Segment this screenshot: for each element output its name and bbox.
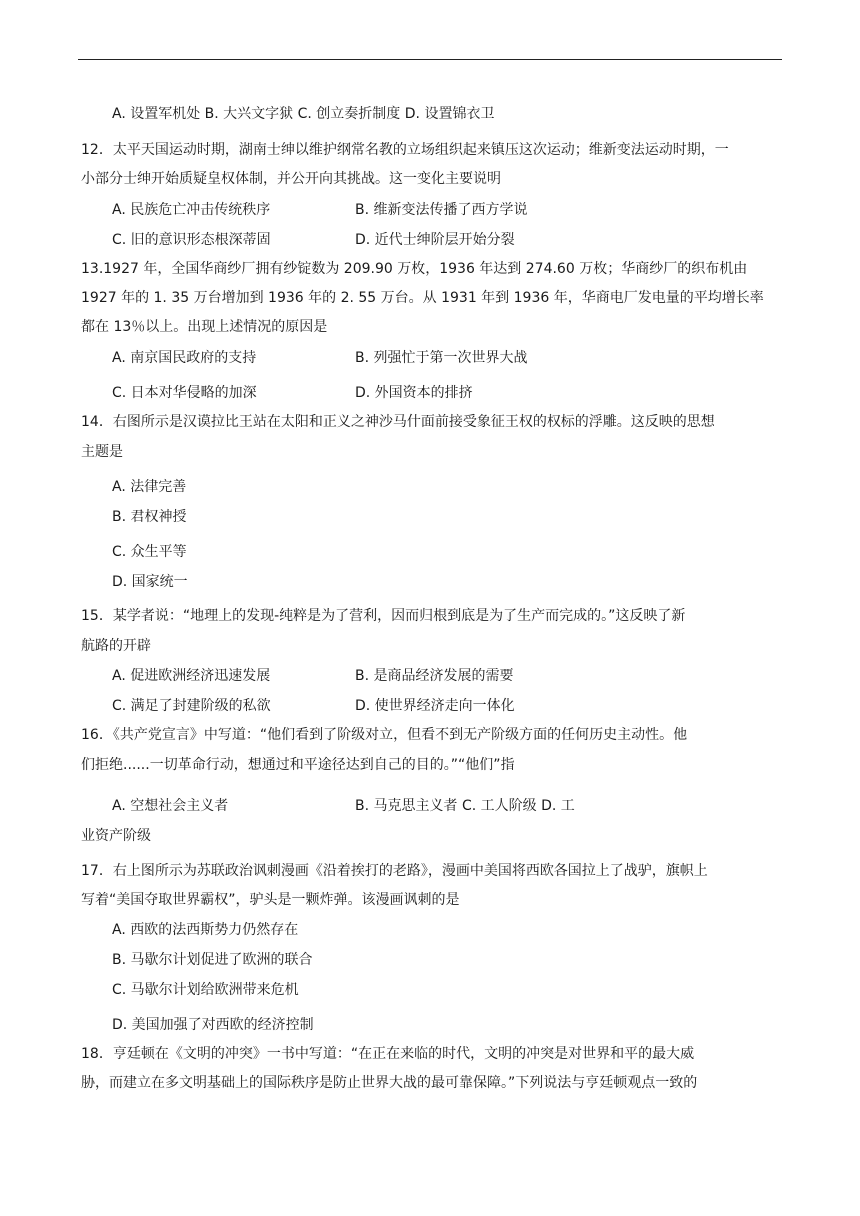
q15-option-d: D. 使世界经济走向一体化 <box>355 698 515 714</box>
q16-stem-line2: 们拒绝......一切革命行动，想通过和平途径达到自己的目的。”“他们”指 <box>81 757 515 773</box>
q18-stem-line2: 胁，而建立在多文明基础上的国际秩序是防止世界大战的最可靠保障。”下列说法与亨廷顿观点一致的 <box>81 1075 698 1091</box>
q15-option-c: C. 满足了封建阶级的私欲 <box>112 698 271 714</box>
q16-option-a: A. 空想社会主义者 <box>112 798 229 814</box>
q13-option-a: A. 南京国民政府的支持 <box>112 350 257 366</box>
q14-option-d: D. 国家统一 <box>112 574 188 590</box>
q16-stem-line1: 16．《共产党宣言》中写道：“他们看到了阶级对立，但看不到无产阶级方面的任何历史主动性。他 <box>81 727 688 743</box>
q13-stem-line1: 13.1927 年，全国华商纱厂拥有纱锭数为 209.90 万枚，1936 年达到 274.60 万枚；华商纱厂的织布机由 <box>81 261 748 277</box>
q14-option-b: B. 君权神授 <box>112 509 187 525</box>
q18-stem-line1: 18．亨廷顿在《文明的冲突》一书中写道：“在正在来临的时代，文明的冲突是对世界和平的最大威 <box>81 1046 695 1062</box>
q12-option-d: D. 近代士绅阶层开始分裂 <box>355 232 515 248</box>
q12-option-b: B. 维新变法传播了西方学说 <box>355 202 528 218</box>
q13-stem-line2: 1927 年的 1. 35 万台增加到 1936 年的 2. 55 万台。从 1931 年到 1936 年，华商电厂发电量的平均增长率 <box>81 290 764 306</box>
q12-stem-line1: 12．太平天国运动时期，湖南士绅以维护纲常名教的立场组织起来镇压这次运动；维新变法运动时期，一 <box>81 142 729 158</box>
q14-option-a: A. 法律完善 <box>112 479 187 495</box>
q13-stem-line3: 都在 13％以上。出现上述情况的原因是 <box>81 319 328 335</box>
header-rule <box>78 59 782 60</box>
q12-option-a: A. 民族危亡冲击传统秩序 <box>112 202 271 218</box>
q15-option-a: A. 促进欧洲经济迅速发展 <box>112 668 271 684</box>
q17-stem-line1: 17．右上图所示为苏联政治讽刺漫画《沿着挨打的老路》，漫画中美国将西欧各国拉上了战驴，旗帜上 <box>81 863 708 879</box>
q17-option-a: A. 西欧的法西斯势力仍然存在 <box>112 922 299 938</box>
q14-option-c: C. 众生平等 <box>112 544 187 560</box>
q15-stem-line2: 航路的开辟 <box>81 638 151 654</box>
q17-stem-line2: 写着“美国夺取世界霸权”，驴头是一颗炸弹。该漫画讽刺的是 <box>81 892 460 908</box>
q13-option-c: C. 日本对华侵略的加深 <box>112 385 257 401</box>
q14-stem-line2: 主题是 <box>81 444 123 460</box>
q16-options-bcd: B. 马克思主义者 C. 工人阶级 D. 工 <box>355 798 575 814</box>
q15-option-b: B. 是商品经济发展的需要 <box>355 668 514 684</box>
q12-option-c: C. 旧的意识形态根深蒂固 <box>112 232 271 248</box>
q15-stem-line1: 15．某学者说：“地理上的发现-纯粹是为了营利，因而归根到底是为了生产而完成的。”这反映了新 <box>81 608 686 624</box>
q12-stem-line2: 小部分士绅开始质疑皇权体制，并公开向其挑战。这一变化主要说明 <box>81 171 501 187</box>
q17-option-c: C. 马歇尔计划给欧洲带来危机 <box>112 982 299 998</box>
q17-option-b: B. 马歇尔计划促进了欧洲的联合 <box>112 952 313 968</box>
q11-options: A. 设置军机处 B. 大兴文字狱 C. 创立奏折制度 D. 设置锦衣卫 <box>112 106 495 122</box>
q17-option-d: D. 美国加强了对西欧的经济控制 <box>112 1017 314 1033</box>
q16-option-d-wrap: 业资产阶级 <box>81 828 151 844</box>
q14-stem-line1: 14．右图所示是汉谟拉比王站在太阳和正义之神沙马什面前接受象征王权的权标的浮雕。这反映的思想 <box>81 414 715 430</box>
q13-option-d: D. 外国资本的排挤 <box>355 385 473 401</box>
q13-option-b: B. 列强忙于第一次世界大战 <box>355 350 528 366</box>
